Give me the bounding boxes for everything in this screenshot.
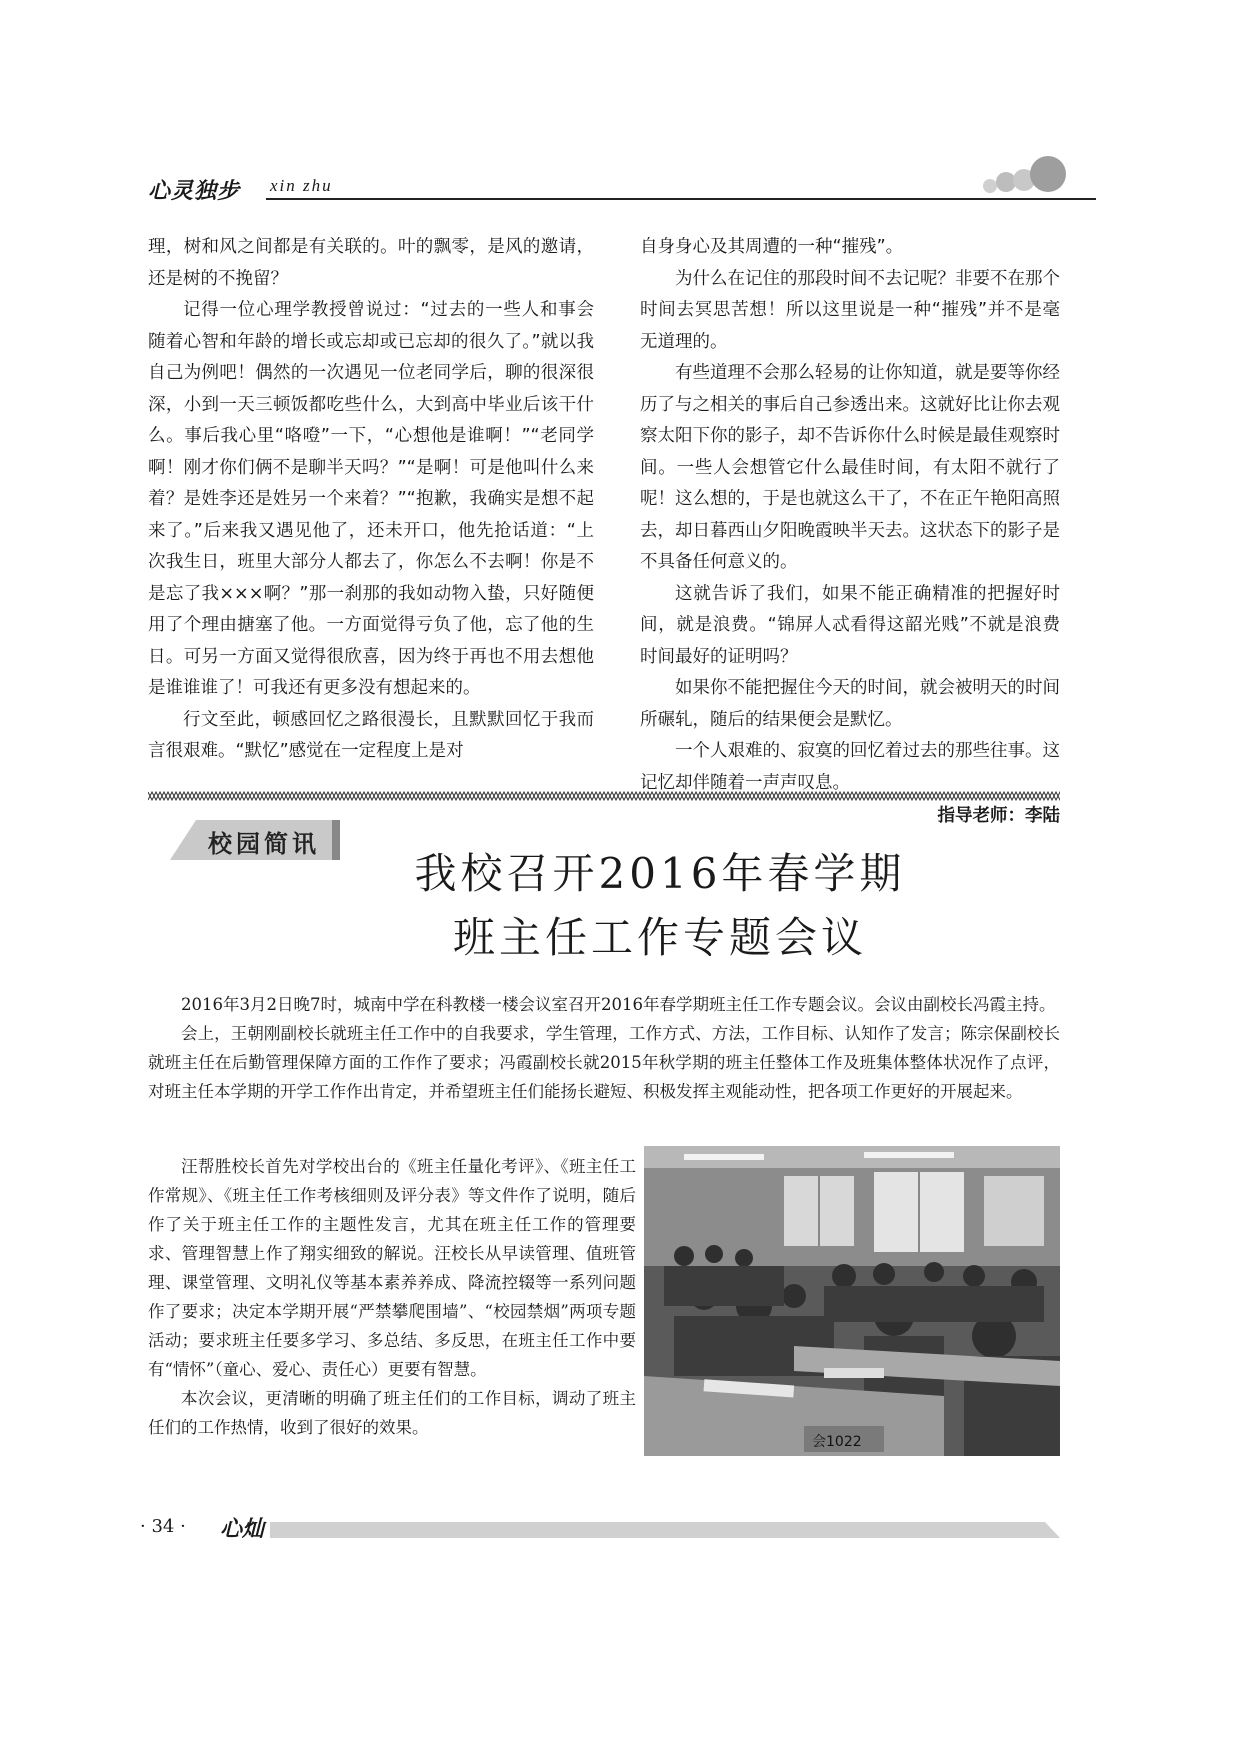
essay-paragraph: 为什么在记住的那段时间不去记呢？非要不在那个时间去冥思苦想！所以这里说是一种“摧残”并不是毫无道理的。 <box>640 268 1060 352</box>
zigzag-divider <box>148 790 1060 802</box>
essay-left-column <box>148 232 594 768</box>
page-header <box>148 174 1060 210</box>
news-title-line: 我校召开2016年春学期 <box>414 849 906 898</box>
footer-bar <box>270 1522 1060 1538</box>
column-pinyin: xin zhu <box>270 176 333 195</box>
magazine-name: 心灿 <box>220 1516 265 1542</box>
essay-right-column <box>640 232 1060 833</box>
essay-paragraph: 有些道理不会那么轻易的让你知道，就是要等你经历了与之相关的事后自己参透出来。这就好比让你去观察太阳下你的影子，却不告诉你什么时候是最佳观察时间。一些人会想管它什么最佳时间，有太阳不就行了呢！这么想的，于是也就这么干了，不在正午艳阳高照去，却日暮西山夕阳晚霞映半天去。这状态下的影子是不具备任何意义的。 <box>640 363 1060 572</box>
essay-paragraph: 行文至此，顿感回忆之路很漫长，且默默回忆于我而言很艰难。“默忆”感觉在一定程度上是对 <box>148 709 594 761</box>
meeting-photo-illustration <box>644 1146 1060 1456</box>
photo-room-sign: 会1022 <box>812 1434 862 1450</box>
news-title-line: 班主任工作专题会议 <box>452 913 867 962</box>
essay-paragraph: 记得一位心理学教授曾说过：“过去的一些人和事会随着心智和年龄的增长或忘却或已忘却的很久了。”就以我自己为例吧！偶然的一次遇见一位老同学后，聊的很深很深，小到一天三顿饭都吃些什么，大到高中毕业后该干什么。事后我心里“咯噔”一下，“心想他是谁啊！”“老同学啊！刚才你们俩不是聊半天吗？”“是啊！可是他叫什么来着？是姓李还是姓另一个来着？”“抱歉，我确实是想不起来了。”后来我又遇见他了，还未开口，他先抢话道：“上次我生日，班里大部分人都去了，你怎么不去啊！你是不是忘了我×××啊？”那一刹那的我如动物入蛰，只好随便用了个理由搪塞了他。一方面觉得亏负了他，忘了他的生日。可另一方面又觉得很欣喜，因为终于再也不用去想他是谁谁谁了！可我还有更多没有想起来的。 <box>148 300 594 698</box>
header-dots-decoration <box>968 152 1068 202</box>
essay-paragraph: 自身身心及其周遭的一种“摧残”。 <box>640 237 904 257</box>
page-footer <box>140 1512 1060 1548</box>
meeting-photo <box>644 1146 1060 1456</box>
essay-paragraph: 这就告诉了我们，如果不能正确精准的把握好时间，就是浪费。“锦屏人忒看得这韶光贱”不就是浪费时间最好的证明吗？ <box>640 583 1060 667</box>
column-name: 心灵独步 <box>148 179 241 204</box>
teacher-credit: 指导老师：李陆 <box>937 806 1060 826</box>
news-body-top <box>148 990 1060 1106</box>
news-body-left <box>148 1152 636 1442</box>
news-paragraph: 2016年3月2日晚7时，城南中学在科教楼一楼会议室召开2016年春学期班主任工作专题会议。会议由副校长冯霞主持。 <box>181 995 1056 1014</box>
news-paragraph: 会上，王朝刚副校长就班主任工作中的自我要求，学生管理，工作方式、方法，工作目标、认知作了发言；陈宗保副校长就班主任在后勤管理保障方面的工作作了要求；冯霞副校长就2015年秋学期的班主任整体工作及班集体整体状况作了点评，对班主任本学期的开学工作作出肯定，并希望班主任们能扬长避短、积极发挥主观能动性，把各项工作更好的开展起来。 <box>148 1024 1060 1101</box>
essay-paragraph: 理，树和风之间都是有关联的。叶的飘零，是风的邀请，还是树的不挽留？ <box>148 237 594 289</box>
essay-paragraph: 如果你不能把握住今天的时间，就会被明天的时间所碾轧，随后的结果便会是默忆。 <box>640 678 1060 730</box>
page-number: · 34 · <box>140 1516 186 1537</box>
news-title <box>300 842 1020 970</box>
essay-paragraph: 一个人艰难的、寂寞的回忆着过去的那些往事。这记忆却伴随着一声声叹息。 <box>640 741 1060 793</box>
section-tag-label: 校园简讯 <box>208 830 320 858</box>
news-paragraph: 汪帮胜校长首先对学校出台的《班主任量化考评》、《班主任工作常规》、《班主任工作考核细则及评分表》等文件作了说明，随后作了关于班主任工作的主题性发言，尤其在班主任工作的管理要求、管理智慧上作了翔实细致的解说。汪校长从早读管理、值班管理、课堂管理、文明礼仪等基本素养养成、降流控辍等一系列问题作了要求；决定本学期开展“严禁攀爬围墙”、“校园禁烟”两项专题活动；要求班主任要多学习、多总结、多反思，在班主任工作中要有“情怀”（童心、爱心、责任心）更要有智慧。 <box>148 1157 636 1379</box>
news-paragraph: 本次会议，更清晰的明确了班主任们的工作目标，调动了班主任们的工作热情，收到了很好的效果。 <box>148 1389 636 1437</box>
